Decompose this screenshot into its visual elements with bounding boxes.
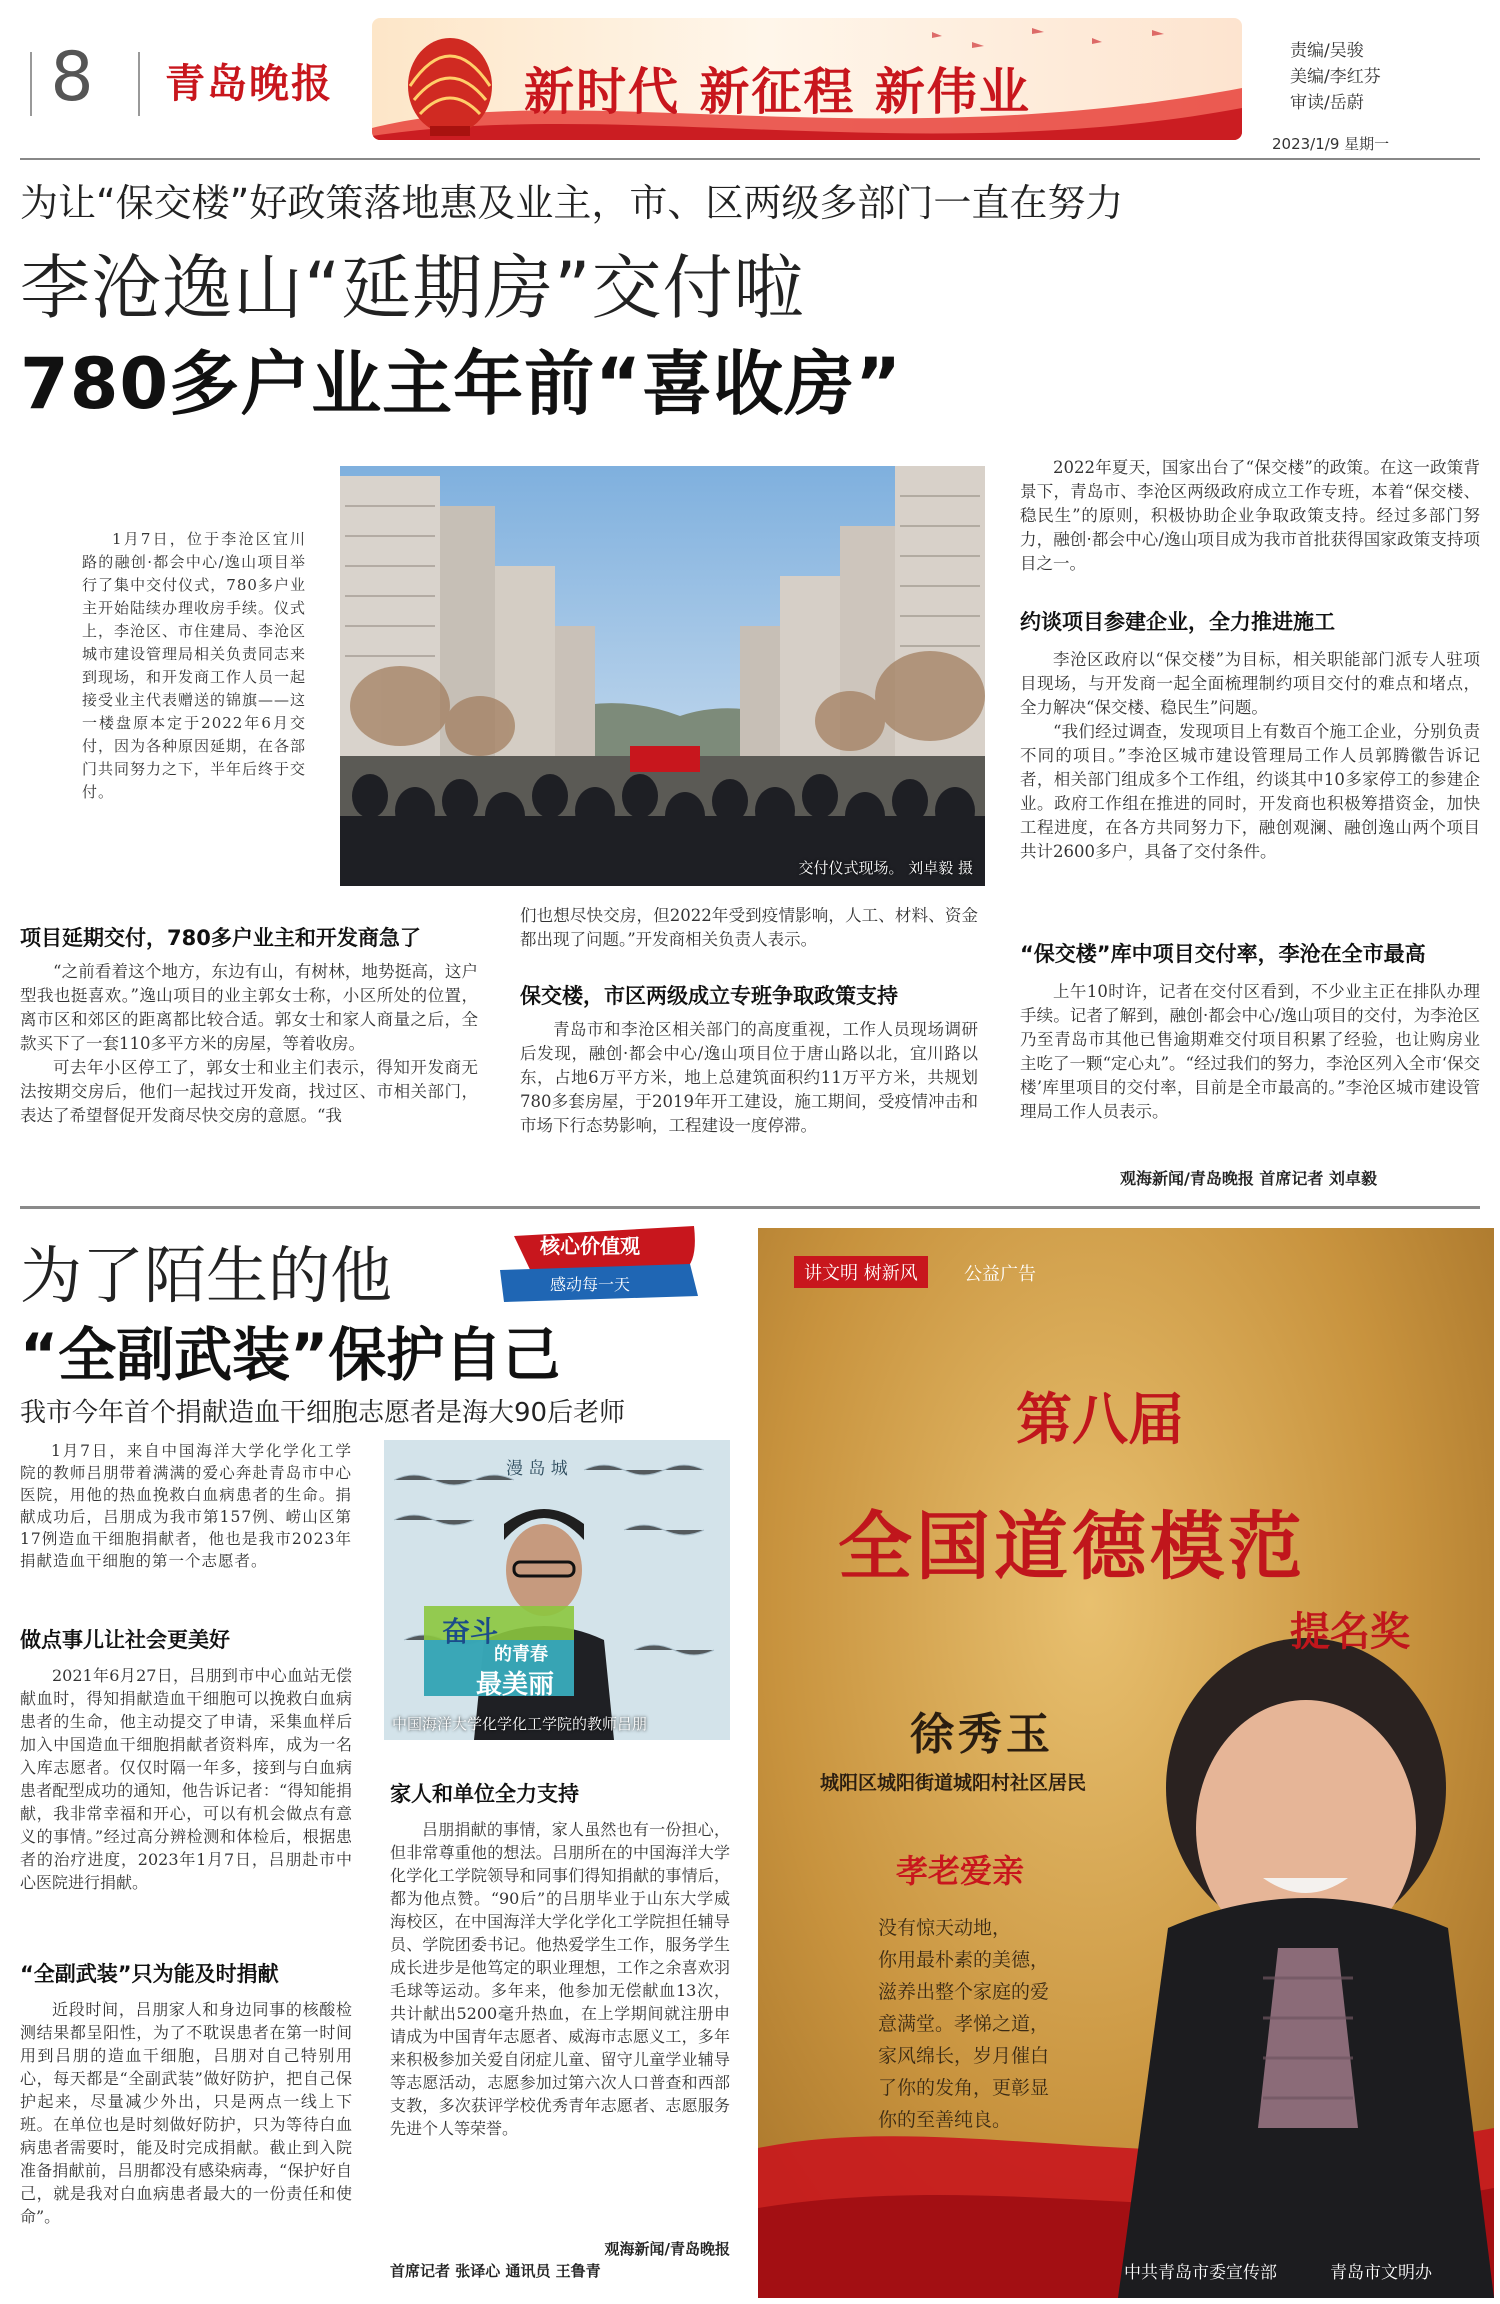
poem-line: 滋养出整个家庭的爱 [878,1981,1050,2003]
story1-subhead-3: 约谈项目参建企业，全力推进施工 [1020,610,1335,634]
credit-designer: 美编/李红芬 [1290,67,1381,87]
story2-headline: 为了陌生的他 [20,1239,393,1312]
story2-photo-caption: 中国海洋大学化学化工学院的教师吕朋 [392,1715,648,1733]
story1-section-3 [1020,648,1480,864]
paragraph: 近段时间，吕朋家人和身边同事的核酸检测结果都呈阳性，为了不耽误患者在第一时间用到吕朋的造血干细胞，吕朋对自己特别用心，每天都是“全副武装”做好防护，把自己保护起来，尽量减少外出，只是两点一线上下班。在单位也是时刻做好防护，只为等待白血病患者需要时，能及时完成捐献。截止到入院准备捐献前，吕朋都没有感染病毒，“保护好自己，就是我对白血病患者最大的一份责任和使命”。 [20,2000,352,2226]
ad-poem [878,1912,1049,2136]
section-divider [20,1206,1480,1209]
paragraph: 们也想尽快交房，但2022年受到疫情影响，人工、材料、资金都出现了问题。”开发商相关负责人表示。 [520,906,978,949]
story1-photo-caption: 交付仪式现场。 刘卓毅 摄 [798,859,973,877]
ad-subtitle: 提名奖 [1290,1608,1410,1655]
story2-deck: 我市今年首个捐献造血干细胞志愿者是海大90后老师 [20,1398,626,1428]
story1-byline: 观海新闻/青岛晚报 首席记者 刘卓毅 [1120,1169,1377,1188]
story2-section-3 [390,1818,730,2140]
ceremony-photo [340,466,985,886]
newspaper-logo: 青岛晚报 [165,60,333,107]
poem-line: 家风绵长，岁月催白 [878,2045,1050,2067]
story1-section-1 [20,960,478,1128]
public-service-ad [758,1228,1494,2298]
page-number: 8 [50,38,94,117]
badge-subtitle: 感动每一天 [550,1275,631,1294]
ad-tag: 讲文明 树新风 [794,1256,928,1288]
poem-line: 意满堂。孝悌之道， [878,2013,1050,2035]
paragraph: 青岛市和李沧区相关部门的高度重视，工作人员现场调研后发现，融创·都会中心/逸山项目位于唐山路以北，宜川路以东，占地6万平方米，地上总建筑面积约11万平方米，共规划780多套房屋，于2019年开工建设，施工期间，受疫情冲击和市场下行态势影响，工程建设一度停滞。 [520,1020,978,1135]
photo-slogan-mid: 的青春 [494,1644,548,1665]
poem-line: 你的至善纯良。 [878,2109,1012,2131]
story1-subhead-1: 项目延期交付，780多户业主和开发商急了 [20,926,421,950]
story2-subheadline: “全副武装”保护自己 [20,1321,561,1389]
ad-title: 全国道德模范 [838,1504,1306,1590]
paragraph: 2021年6月27日，吕朋到市中心血站无偿献血时，得知捐献造血干细胞可以挽救白血病患者的生命，他主动提交了申请，采集血样后加入中国造血干细胞捐献者资料库，成为一名入库志愿者。仅仅时隔一年多，接到与白血病患者配型成功的通知，他告诉记者：“得知能捐献，我非常幸福和开心，可以有机会做点有意义的事情。”经过高分辨检测和体检后，根据患者的治疗进度，2023年1月7日，吕朋赴市中心医院进行捐献。 [20,1666,352,1892]
story2-subhead-2: “全副武装”只为能及时捐献 [20,1962,279,1986]
ad-sponsor-1: 中共青岛市委宣传部 [1124,2263,1277,2283]
paragraph: 2022年夏天，国家出台了“保交楼”的政策。在这一政策背景下，青岛市、李沧区两级政府成立工作专班，本着“保交楼、稳民生”的原则，积极协助企业争取政策支持。经过多部门努力，融创·都会中心/逸山项目成为我市首批获得国家政策支持项目之一。 [1020,458,1480,573]
core-values-badge [494,1222,704,1302]
header-banner [372,18,1242,140]
ad-sponsor-2: 青岛市文明办 [1330,2263,1432,2283]
poem-line: 你用最朴素的美德， [878,1949,1050,1971]
portrait-photo [384,1440,730,1740]
story1-lead-text: 1月7日，位于李沧区宜川路的融创·都会中心/逸山项目举行了集中交付仪式，780多户业主开始陆续办理收房手续。仪式上，李沧区、市住建局、李沧区城市建设管理局相关负责同志来到现场，和开发商工作人员一起接受业主代表赠送的锦旗——这一楼盘原本定于2022年6月交付，因为各种原因延期，在各部门共同努力之下，半年后终于交付。 [82,530,307,801]
story1-continuation [520,904,978,952]
byline-reporters: 首席记者 张译心 通讯员 王鲁青 [390,2262,601,2280]
badge-title: 核心价值观 [540,1234,640,1258]
story1-subheadline: 780多户业主年前“喜收房” [20,343,903,425]
poem-line: 了你的发角，更彰显 [878,2077,1050,2099]
paragraph: 可去年小区停工了，郭女士和业主们表示，得知开发商无法按期交房后，他们一起找过开发商，找过区、市相关部门，表达了希望督促开发商尽快交房的意愿。“我 [20,1058,478,1125]
story2-section-1 [20,1664,352,1894]
story2-byline [390,2238,730,2282]
header-divider [30,52,32,116]
byline-outlet: 观海新闻/青岛晚报 [604,2240,730,2258]
ad-honoree-name: 徐秀玉 [910,1709,1054,1760]
story2-subhead-3: 家人和单位全力支持 [390,1782,579,1806]
story1-section-4 [1020,980,1480,1124]
paragraph: 1月7日，来自中国海洋大学化学化工学院的教师吕朋带着满满的爱心奔赴青岛市中心医院，用他的热血挽救白血病患者的生命。捐献成功后，吕朋成为我市第157例、崂山区第17例造血干细胞捐献者，他也是我市2023年捐献造血干细胞的第一个志愿者。 [20,1442,352,1570]
issue-date: 2023/1/9 星期一 [1272,135,1390,153]
photo-slogan-bottom: 最美丽 [476,1670,555,1700]
story1-lead [82,528,306,804]
story1-right-intro [1020,456,1480,576]
paragraph: 吕朋捐献的事情，家人虽然也有一份担心，但非常尊重他的想法。吕朋所在的中国海洋大学化学化工学院领导和同事们得知捐献的事情后，都为他点赞。“90后”的吕朋毕业于山东大学威海校区，在中国海洋大学化学化工学院担任辅导员、学院团委书记。他热爱学生工作，服务学生成长进步是他笃定的职业理想，工作之余喜欢羽毛球等运动。多年来，他参加无偿献血13次，共计献出5200毫升热血，在上学期间就注册申请成为中国青年志愿者、威海市志愿义工，多年来积极参加关爱自闭症儿童、留守儿童学业辅导等志愿活动，志愿参加过第六次人口普查和西部支教，多次获评学校优秀青年志愿者、志愿服务先进个人等荣誉。 [390,1820,730,2138]
photo-slogan: 奋斗 [442,1615,499,1648]
story1-section-2 [520,1018,978,1138]
header-rule [20,158,1480,160]
story1-photo [340,466,985,886]
story2-photo [384,1440,730,1740]
ad-category: 孝老爱亲 [896,1852,1025,1890]
ad-honoree-residence: 城阳区城阳街道城阳村社区居民 [820,1772,1087,1794]
editor-credits [1290,38,1381,116]
story2-subhead-1: 做点事儿让社会更美好 [20,1628,230,1652]
story2-section-2 [20,1998,352,2228]
credit-proofreader: 审读/岳蔚 [1290,93,1364,113]
banner-slogan: 新时代 新征程 新伟业 [524,62,1031,121]
story1-subhead-2: 保交楼，市区两级成立专班争取政策支持 [520,984,898,1008]
photo-board-text: 漫 岛 城 [506,1459,568,1479]
ad-edition: 第八届 [1016,1387,1184,1453]
story1-kicker: 为让“保交楼”好政策落地惠及业主，市、区两级多部门一直在努力 [20,181,1124,225]
monument-icon [390,26,510,138]
header-divider [138,52,140,116]
credit-editor: 责编/吴骏 [1290,41,1364,61]
paragraph: “我们经过调查，发现项目上有数百个施工企业，分别负责不同的项目。”李沧区城市建设管理局工作人员郭腾徽告诉记者，相关部门组成多个工作组，约谈其中10多家停工的参建企业。政府工作组在推进的同时，开发商也积极筹措资金，加快工程进度，在各方共同努力下，融创观澜、融创逸山两个项目共计2600多户，具备了交付条件。 [1020,722,1480,861]
story1-subhead-4: “保交楼”库中项目交付率，李沧在全市最高 [1020,942,1426,966]
ad-label: 公益广告 [964,1264,1036,1285]
poem-line: 没有惊天动地， [878,1917,1012,1939]
paragraph: “之前看着这个地方，东边有山，有树林，地势挺高，这户型我也挺喜欢。”逸山项目的业主郭女士称，小区所处的位置，离市区和郊区的距离都比较合适。郭女士和家人商量之后，全款买下了一套110多平方米的房屋，等着收房。 [20,962,478,1053]
paragraph: 上午10时许，记者在交付区看到，不少业主正在排队办理手续。记者了解到，融创·都会中心/逸山项目的交付，为李沧区乃至青岛市其他已售逾期难交付项目积累了经验，也让购房业主吃了一颗“定心丸”。“经过我们的努力，李沧区列入全市‘保交楼’库里项目的交付率，目前是全市最高的。”李沧区城市建设管理局工作人员表示。 [1020,982,1480,1121]
story2-lead [20,1440,352,1572]
story1-headline: 李沧逸山“延期房”交付啦 [20,247,805,329]
paragraph: 李沧区政府以“保交楼”为目标，相关职能部门派专人驻项目现场，与开发商一起全面梳理制约项目交付的难点和堵点，全力解决“保交楼、稳民生”问题。 [1020,650,1480,717]
